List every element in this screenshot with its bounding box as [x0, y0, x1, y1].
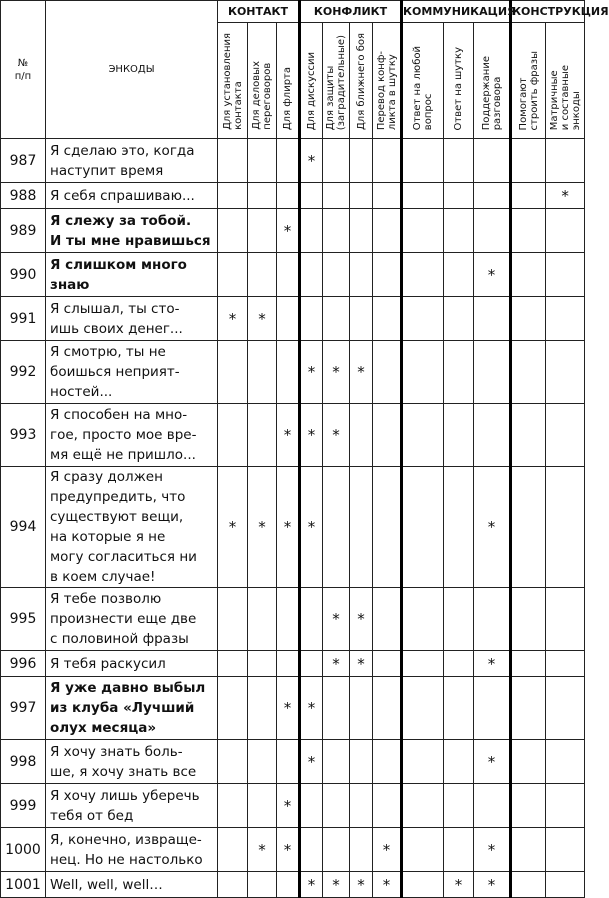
encode-phrase: Я тебя раскусил — [46, 651, 218, 677]
mark-cell — [402, 341, 444, 404]
mark-cell — [402, 139, 444, 183]
mark-cell — [373, 677, 402, 740]
mark-cell — [350, 404, 373, 467]
mark-cell — [546, 467, 585, 588]
mark-cell: * — [300, 677, 323, 740]
mark-cell: * — [444, 872, 474, 898]
mark-cell — [444, 784, 474, 828]
mark-cell — [474, 588, 511, 651]
mark-cell: * — [474, 253, 511, 297]
mark-cell: * — [350, 588, 373, 651]
mark-cell — [402, 651, 444, 677]
mark-cell — [444, 183, 474, 209]
table-row — [1, 404, 585, 467]
mark-cell — [373, 404, 402, 467]
group-konstruktsiya: КОНСТРУКЦИЯ — [511, 1, 585, 23]
row-number: 987 — [1, 139, 46, 183]
mark-cell: * — [546, 183, 585, 209]
mark-cell: * — [323, 651, 350, 677]
encode-phrase: Я уже давно выбыл из клуба «Лучший олух месяца» — [46, 677, 218, 740]
mark-cell — [511, 341, 546, 404]
mark-cell — [373, 139, 402, 183]
mark-cell — [350, 740, 373, 784]
mark-cell — [323, 139, 350, 183]
mark-cell — [474, 139, 511, 183]
col-header-business: Для деловых переговоров — [248, 23, 277, 139]
mark-cell — [402, 677, 444, 740]
encode-phrase: Я, конечно, извраще- нец. Но не настолько — [46, 828, 218, 872]
mark-cell — [373, 467, 402, 588]
mark-cell: * — [474, 872, 511, 898]
mark-cell: * — [323, 341, 350, 404]
mark-cell — [323, 677, 350, 740]
mark-cell: * — [474, 467, 511, 588]
encode-phrase: Я смотрю, ты не боишься неприят- ностей... — [46, 341, 218, 404]
mark-cell — [474, 183, 511, 209]
mark-cell — [402, 784, 444, 828]
encode-phrase: Я сделаю это, когда наступит время — [46, 139, 218, 183]
mark-cell — [350, 253, 373, 297]
row-number: 990 — [1, 253, 46, 297]
encode-phrase: Я хочу лишь уберечь тебя от бед — [46, 784, 218, 828]
col-header-conversation: Поддержание разговора — [474, 23, 511, 139]
table-row — [1, 677, 585, 740]
mark-cell — [248, 209, 277, 253]
mark-cell: * — [248, 828, 277, 872]
encode-phrase: Я хочу знать боль- ше, я хочу знать все — [46, 740, 218, 784]
mark-cell — [444, 588, 474, 651]
mark-cell — [300, 253, 323, 297]
encode-phrase: Я слишком много знаю — [46, 253, 218, 297]
mark-cell — [248, 404, 277, 467]
mark-cell: * — [373, 872, 402, 898]
mark-cell: * — [300, 139, 323, 183]
row-number: 988 — [1, 183, 46, 209]
mark-cell — [350, 139, 373, 183]
mark-cell — [511, 404, 546, 467]
mark-cell — [300, 183, 323, 209]
table-body — [1, 139, 585, 898]
mark-cell — [546, 341, 585, 404]
group-kontakt: КОНТАКТ — [218, 1, 300, 23]
mark-cell — [511, 784, 546, 828]
mark-cell — [511, 209, 546, 253]
mark-cell — [323, 784, 350, 828]
mark-cell: * — [323, 588, 350, 651]
mark-cell — [444, 467, 474, 588]
mark-cell — [300, 588, 323, 651]
mark-cell — [474, 341, 511, 404]
mark-cell — [546, 253, 585, 297]
mark-cell — [546, 740, 585, 784]
mark-cell: * — [277, 404, 300, 467]
group-konflikt: КОНФЛИКТ — [300, 1, 402, 23]
col-header-discussion: Для дискуссии — [300, 23, 323, 139]
table-row — [1, 651, 585, 677]
mark-cell — [511, 740, 546, 784]
encodes-header: ЭНКОДЫ — [46, 1, 218, 139]
mark-cell — [350, 828, 373, 872]
mark-cell — [300, 651, 323, 677]
mark-cell — [218, 404, 248, 467]
mark-cell: * — [218, 467, 248, 588]
table-row — [1, 139, 585, 183]
mark-cell — [402, 404, 444, 467]
mark-cell — [511, 467, 546, 588]
mark-cell: * — [300, 872, 323, 898]
mark-cell — [444, 651, 474, 677]
mark-cell: * — [350, 872, 373, 898]
mark-cell — [511, 139, 546, 183]
mark-cell — [546, 588, 585, 651]
mark-cell — [373, 784, 402, 828]
row-number: 991 — [1, 297, 46, 341]
mark-cell: * — [323, 404, 350, 467]
mark-cell: * — [300, 341, 323, 404]
mark-cell — [474, 209, 511, 253]
mark-cell — [300, 828, 323, 872]
mark-cell — [218, 677, 248, 740]
row-number: 993 — [1, 404, 46, 467]
mark-cell — [444, 253, 474, 297]
mark-cell — [277, 588, 300, 651]
mark-cell — [300, 297, 323, 341]
mark-cell — [402, 297, 444, 341]
mark-cell — [444, 828, 474, 872]
table-row — [1, 209, 585, 253]
group-header-row — [1, 1, 585, 23]
mark-cell: * — [300, 740, 323, 784]
mark-cell — [444, 209, 474, 253]
mark-cell — [218, 588, 248, 651]
col-header-defense: Для защиты (заградительные) — [323, 23, 350, 139]
mark-cell — [402, 253, 444, 297]
col-header-joke-answer: Ответ на шутку — [444, 23, 474, 139]
table-row — [1, 297, 585, 341]
table-row — [1, 784, 585, 828]
mark-cell — [444, 341, 474, 404]
mark-cell — [350, 784, 373, 828]
mark-cell — [474, 677, 511, 740]
mark-cell — [546, 139, 585, 183]
mark-cell — [546, 872, 585, 898]
mark-cell — [511, 828, 546, 872]
mark-cell — [218, 139, 248, 183]
mark-cell — [218, 651, 248, 677]
mark-cell: * — [350, 341, 373, 404]
encode-phrase: Я способен на мно- гое, просто мое вре- мя ещё не пришло... — [46, 404, 218, 467]
mark-cell — [323, 828, 350, 872]
mark-cell — [373, 651, 402, 677]
mark-cell — [373, 740, 402, 784]
mark-cell: * — [474, 740, 511, 784]
mark-cell — [444, 297, 474, 341]
mark-cell — [511, 297, 546, 341]
mark-cell — [300, 209, 323, 253]
mark-cell — [300, 784, 323, 828]
mark-cell: * — [300, 404, 323, 467]
mark-cell: * — [373, 828, 402, 872]
number-header: № п/п — [1, 1, 46, 139]
mark-cell — [474, 404, 511, 467]
encode-phrase: Я тебе позволю произнести еще две с половиной фразы — [46, 588, 218, 651]
mark-cell — [373, 253, 402, 297]
mark-cell: * — [474, 651, 511, 677]
mark-cell — [248, 341, 277, 404]
mark-cell — [546, 209, 585, 253]
mark-cell — [546, 404, 585, 467]
encode-phrase: Я себя спрашиваю... — [46, 183, 218, 209]
mark-cell — [248, 183, 277, 209]
mark-cell — [248, 740, 277, 784]
col-header-build-phrases: Помогают строить фразы — [511, 23, 546, 139]
mark-cell — [402, 183, 444, 209]
mark-cell — [350, 183, 373, 209]
col-header-flirt: Для флирта — [277, 23, 300, 139]
table-row — [1, 872, 585, 898]
mark-cell — [511, 588, 546, 651]
mark-cell — [474, 297, 511, 341]
mark-cell — [277, 139, 300, 183]
mark-cell — [277, 253, 300, 297]
col-header-any-question: Ответ на любой вопрос — [402, 23, 444, 139]
table-row — [1, 828, 585, 872]
mark-cell — [323, 740, 350, 784]
mark-cell — [277, 740, 300, 784]
row-number: 989 — [1, 209, 46, 253]
mark-cell — [248, 784, 277, 828]
mark-cell — [444, 139, 474, 183]
mark-cell — [218, 872, 248, 898]
mark-cell: * — [300, 467, 323, 588]
mark-cell: * — [277, 677, 300, 740]
mark-cell — [277, 183, 300, 209]
encode-phrase: Я слышал, ты сто- ишь своих денег... — [46, 297, 218, 341]
mark-cell — [218, 828, 248, 872]
mark-cell — [218, 209, 248, 253]
mark-cell — [218, 784, 248, 828]
mark-cell — [248, 588, 277, 651]
col-header-joke-conflict: Перевод конф- ликта в шутку — [373, 23, 402, 139]
mark-cell — [511, 183, 546, 209]
mark-cell: * — [474, 828, 511, 872]
mark-cell — [248, 139, 277, 183]
mark-cell — [546, 651, 585, 677]
row-number: 997 — [1, 677, 46, 740]
mark-cell — [248, 677, 277, 740]
col-header-contact: Для установления контакта — [218, 23, 248, 139]
row-number: 1000 — [1, 828, 46, 872]
mark-cell — [444, 677, 474, 740]
mark-cell — [248, 253, 277, 297]
row-number: 998 — [1, 740, 46, 784]
mark-cell: * — [277, 828, 300, 872]
mark-cell — [474, 784, 511, 828]
mark-cell — [218, 253, 248, 297]
mark-cell — [350, 677, 373, 740]
row-number: 1001 — [1, 872, 46, 898]
mark-cell — [248, 651, 277, 677]
mark-cell: * — [350, 651, 373, 677]
table-row — [1, 588, 585, 651]
mark-cell — [402, 828, 444, 872]
mark-cell — [277, 872, 300, 898]
col-header-close-combat: Для ближнего боя — [350, 23, 373, 139]
mark-cell — [323, 253, 350, 297]
encode-phrase: Я слежу за тобой. И ты мне нравишься — [46, 209, 218, 253]
mark-cell — [373, 341, 402, 404]
mark-cell — [546, 784, 585, 828]
table-row — [1, 740, 585, 784]
mark-cell — [373, 183, 402, 209]
row-number: 995 — [1, 588, 46, 651]
table-row — [1, 183, 585, 209]
mark-cell — [402, 740, 444, 784]
mark-cell — [402, 467, 444, 588]
mark-cell: * — [277, 209, 300, 253]
mark-cell — [218, 341, 248, 404]
table-row — [1, 341, 585, 404]
mark-cell: * — [218, 297, 248, 341]
mark-cell — [444, 404, 474, 467]
row-number: 994 — [1, 467, 46, 588]
mark-cell — [373, 588, 402, 651]
mark-cell: * — [248, 467, 277, 588]
mark-cell — [402, 588, 444, 651]
mark-cell — [218, 183, 248, 209]
table-row — [1, 467, 585, 588]
row-number: 992 — [1, 341, 46, 404]
mark-cell — [546, 828, 585, 872]
mark-cell — [277, 297, 300, 341]
group-kommunikatsiya: КОММУНИКАЦИЯ — [402, 1, 511, 23]
encode-phrase: Я сразу должен предупредить, что существуют вещи, на которые я не могу согласиться ни в коем случае! — [46, 467, 218, 588]
mark-cell — [350, 297, 373, 341]
mark-cell: * — [323, 872, 350, 898]
mark-cell — [511, 253, 546, 297]
encode-phrase: Well, well, well… — [46, 872, 218, 898]
table-row — [1, 253, 585, 297]
mark-cell — [323, 467, 350, 588]
mark-cell — [277, 341, 300, 404]
row-number: 996 — [1, 651, 46, 677]
mark-cell — [546, 677, 585, 740]
mark-cell — [350, 209, 373, 253]
col-header-matrix: Матричные и составные энкоды — [546, 23, 585, 139]
mark-cell — [444, 740, 474, 784]
mark-cell: * — [277, 467, 300, 588]
mark-cell — [511, 872, 546, 898]
mark-cell — [323, 209, 350, 253]
mark-cell — [546, 297, 585, 341]
mark-cell — [511, 651, 546, 677]
mark-cell — [350, 467, 373, 588]
mark-cell — [373, 209, 402, 253]
row-number: 999 — [1, 784, 46, 828]
mark-cell — [402, 872, 444, 898]
mark-cell — [511, 677, 546, 740]
mark-cell — [402, 209, 444, 253]
mark-cell — [248, 872, 277, 898]
mark-cell — [373, 297, 402, 341]
mark-cell: * — [277, 784, 300, 828]
mark-cell — [218, 740, 248, 784]
mark-cell — [277, 651, 300, 677]
mark-cell — [323, 183, 350, 209]
mark-cell: * — [248, 297, 277, 341]
mark-cell — [323, 297, 350, 341]
